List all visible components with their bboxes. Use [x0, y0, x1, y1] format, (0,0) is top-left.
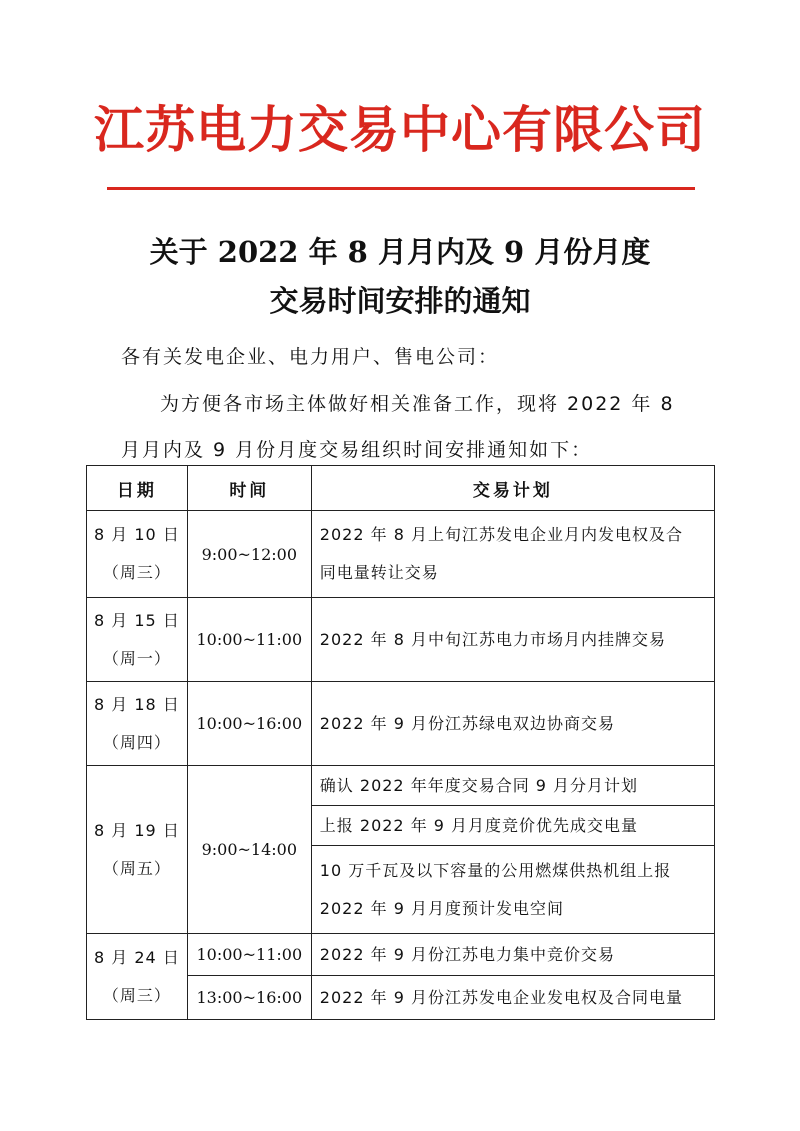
plan-text-line1: 2022 年 8 月上旬江苏发电企业月内发电权及合 [319, 525, 683, 544]
time-cell: 10:00~11:00 [187, 934, 311, 976]
time-cell: 13:00~16:00 [187, 976, 311, 1020]
notice-title-line2: 交易时间安排的通知 [269, 284, 531, 318]
letterhead-org-name: 江苏电力交易中心有限公司 [94, 100, 706, 159]
date-cell [87, 934, 188, 1020]
date-text: 8 月 10 日 [94, 525, 180, 544]
table-row [87, 766, 715, 806]
table-row [87, 598, 715, 682]
plan-cell: 2022 年 9 月份江苏绿电双边协商交易 [311, 682, 714, 766]
weekday-text: （周一） [102, 648, 171, 668]
table-row [87, 934, 715, 976]
table-header-row [87, 466, 715, 511]
header-plan: 交易计划 [311, 466, 714, 511]
time-cell: 9:00~14:00 [187, 766, 311, 934]
notice-title-line1: 关于 2022 年 8 月月内及 9 月份月度 [149, 235, 651, 269]
time-cell: 10:00~11:00 [187, 598, 311, 682]
salutation: 各有关发电企业、电力用户、售电公司： [121, 346, 500, 368]
date-text: 8 月 18 日 [94, 694, 180, 714]
plan-cell: 2022 年 9 月份江苏发电企业发电权及合同电量 [311, 976, 714, 1020]
weekday-text: （周四） [102, 732, 171, 752]
weekday-text: （周三） [102, 985, 171, 1005]
plan-cell [311, 511, 714, 598]
date-cell [87, 766, 188, 934]
weekday-text: （周五） [102, 858, 171, 878]
date-cell [87, 682, 188, 766]
schedule-table [86, 465, 715, 1020]
date-text: 8 月 19 日 [94, 820, 180, 840]
plan-cell: 2022 年 9 月份江苏电力集中竞价交易 [311, 934, 714, 976]
time-cell: 9:00~12:00 [187, 511, 311, 598]
plan-text-line2: 2022 年 9 月月度预计发电空间 [319, 898, 564, 918]
body-paragraph-line1: 为方便各市场主体做好相关准备工作，现将 2022 年 8 [160, 393, 675, 415]
header-time: 时间 [187, 466, 311, 511]
plan-text-line2: 同电量转让交易 [319, 563, 439, 582]
date-cell [87, 511, 188, 598]
letterhead-divider [107, 187, 695, 190]
time-cell: 10:00~16:00 [187, 682, 311, 766]
date-text: 8 月 15 日 [94, 610, 180, 630]
plan-cell: 上报 2022 年 9 月月度竞价优先成交电量 [311, 806, 714, 846]
table-row [87, 682, 715, 766]
plan-text-line1: 10 万千瓦及以下容量的公用燃煤供热机组上报 [319, 860, 672, 880]
date-text: 8 月 24 日 [94, 947, 180, 967]
plan-cell: 确认 2022 年年度交易合同 9 月分月计划 [311, 766, 714, 806]
plan-cell: 2022 年 8 月中旬江苏电力市场月内挂牌交易 [311, 598, 714, 682]
body-paragraph-line2: 月月内及 9 月份月度交易组织时间安排通知如下： [121, 439, 593, 461]
date-cell [87, 598, 188, 682]
table-row [87, 511, 715, 598]
header-date: 日期 [87, 466, 188, 511]
weekday-text: （周三） [102, 563, 171, 582]
plan-cell [311, 846, 714, 934]
